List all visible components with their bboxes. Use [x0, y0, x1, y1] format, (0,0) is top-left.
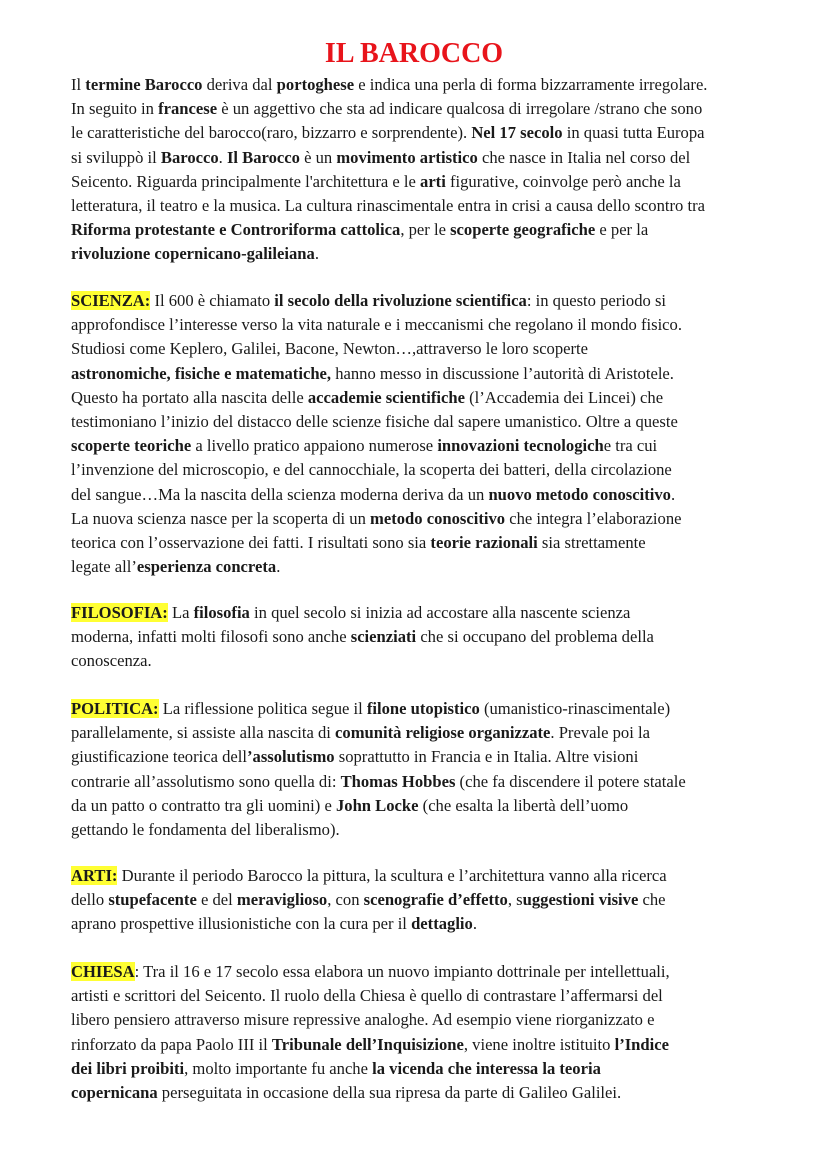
chiesa-line	[71, 1008, 771, 1032]
text-run: che	[638, 890, 666, 910]
text-run: .	[218, 147, 227, 167]
text-run: del sangue…Ma la nascita della scienza moderna deriva da un	[71, 484, 489, 504]
scienza-line	[71, 507, 771, 531]
chiesa-paragraph	[71, 960, 771, 1105]
text-run: .	[314, 244, 319, 264]
text-run: e indica una perla di forma bizzarramente irregolare.	[354, 75, 708, 94]
politica-line	[71, 697, 771, 721]
text-run: approfondisce l’interesse verso la vita naturale e i meccanismi che regolano il mondo fisico.	[71, 315, 682, 335]
bold-text: filosofia	[193, 603, 250, 622]
filosofia-line	[71, 601, 771, 625]
text-run: legate all’	[71, 557, 137, 577]
scienza-line	[71, 337, 771, 361]
bold-text: meraviglioso	[236, 890, 328, 910]
text-run: testimoniano l’inizio del distacco delle scienze fisiche dal sapere umanistico. Oltre a queste	[71, 412, 678, 432]
text-run: le caratteristiche del barocco(raro, bizzarro e sorprendente).	[71, 123, 472, 143]
intro-line	[71, 170, 771, 194]
bold-text: stupefacente	[108, 890, 197, 910]
text-run: Il 600 è chiamato	[150, 291, 275, 310]
politica-line	[71, 818, 771, 842]
text-run: a livello pratico appaiono numerose	[191, 436, 438, 456]
bold-text: ’assolutismo	[247, 747, 335, 767]
intro-line	[71, 121, 771, 145]
text-run: contrarie all’assolutismo sono quella di:	[71, 771, 341, 791]
intro-line	[71, 146, 771, 170]
bold-text: termine Barocco	[85, 75, 203, 94]
bold-text: arti	[420, 171, 446, 191]
text-run: parallelamente, si assiste alla nascita di	[71, 723, 336, 743]
text-run: Studiosi come Keplero, Galilei, Bacone, Newton…,attraverso le loro scoperte	[71, 339, 589, 359]
bold-text: rivoluzione copernicano-galileiana	[71, 244, 315, 264]
text-run: e tra cui	[603, 436, 658, 456]
bold-text: la vicenda che interessa la teoria	[372, 1058, 601, 1078]
bold-text: scoperte teoriche	[71, 436, 192, 456]
scienza-line	[71, 362, 771, 386]
filosofia-line	[71, 625, 771, 649]
section-heading: CHIESA	[71, 962, 135, 981]
text-run: aprano prospettive illusionistiche con la cura per il	[71, 914, 412, 934]
text-run: moderna, infatti molti filosofi sono anche	[71, 627, 351, 647]
text-run: teorica con l’osservazione dei fatti. I risultati sono sia	[71, 533, 431, 553]
text-run: Questo ha portato alla nascita delle	[71, 387, 308, 407]
intro-line	[71, 97, 771, 121]
text-run: e per la	[595, 220, 649, 240]
chiesa-line	[71, 984, 771, 1008]
text-run: , s	[507, 890, 523, 910]
bold-text: nuovo metodo conoscitivo	[488, 484, 671, 504]
text-run: libero pensiero attraverso misure repressive analoghe. Ad esempio viene riorganizzato e	[71, 1010, 655, 1030]
bold-text: portoghese	[276, 75, 355, 94]
chiesa-line	[71, 1057, 771, 1081]
text-run: e del	[196, 890, 237, 910]
text-run: che nasce in Italia nel corso del	[477, 147, 691, 167]
chiesa-line	[71, 1081, 771, 1105]
bold-text: Nel 17 secolo	[471, 123, 563, 143]
text-run: , viene inoltre istituito	[463, 1034, 615, 1054]
text-run: che integra l’elaborazione	[505, 508, 682, 528]
text-run: Durante il periodo Barocco la pittura, la scultura e l’architettura vanno alla ricerca	[117, 866, 667, 885]
politica-line	[71, 721, 771, 745]
text-run: in quasi tutta Europa	[562, 123, 705, 143]
intro-line	[71, 194, 771, 218]
text-run: letteratura, il teatro e la musica. La cultura rinascimentale entra in crisi a causa dello scontro tra	[71, 196, 705, 216]
text-run: perseguitata in occasione della sua ripresa da parte di Galileo Galilei.	[157, 1083, 622, 1103]
politica-line	[71, 745, 771, 769]
text-run: .	[276, 557, 281, 577]
bold-text: John Locke	[335, 795, 419, 815]
bold-text: Il Barocco	[226, 147, 300, 167]
arti-paragraph	[71, 864, 771, 937]
bold-text: Riforma protestante e Controriforma cattolica	[71, 220, 401, 240]
text-run: soprattutto in Francia e in Italia. Altre visioni	[334, 747, 639, 767]
text-run: In seguito in	[71, 99, 159, 119]
text-run: che si occupano del problema della	[416, 627, 654, 647]
section-heading: ARTI:	[71, 866, 118, 885]
text-run: : Tra il 16 e 17 secolo essa elabora un nuovo impianto dottrinale per intellettuali,	[134, 962, 670, 981]
text-run: conoscenza.	[71, 651, 152, 671]
text-run: sia strettamente	[537, 533, 646, 553]
intro-line	[71, 73, 771, 97]
chiesa-line	[71, 1033, 771, 1057]
text-run: La riflessione politica segue il	[158, 699, 367, 718]
text-run: figurative, coinvolge però anche la	[445, 171, 681, 191]
text-run: rinforzato da papa Paolo III il	[71, 1034, 272, 1054]
scienza-line	[71, 555, 771, 579]
bold-text: l’Indice	[614, 1034, 669, 1054]
text-run: : in questo periodo si	[526, 291, 667, 310]
scienza-line	[71, 458, 771, 482]
text-run: in quel secolo si inizia ad accostare alla nascente scienza	[249, 603, 631, 622]
text-run: giustificazione teorica dell	[71, 747, 248, 767]
bold-text: teorie razionali	[430, 533, 538, 553]
intro-line	[71, 218, 771, 242]
scienza-line	[71, 434, 771, 458]
scienza-line	[71, 313, 771, 337]
text-run: , per le	[400, 220, 451, 240]
scienza-line	[71, 386, 771, 410]
text-run: gettando le fondamenta del liberalismo).	[71, 820, 340, 840]
bold-text: scoperte geografiche	[450, 220, 596, 240]
bold-text: scenografie d’effetto	[363, 890, 508, 910]
bold-text: scienziati	[350, 627, 417, 647]
text-run: La nuova scienza nasce per la scoperta di un	[71, 508, 371, 528]
bold-text: copernicana	[71, 1083, 158, 1103]
bold-text: esperienza concreta	[136, 557, 277, 577]
text-run: è un	[299, 147, 337, 167]
page-title: IL BAROCCO	[324, 38, 504, 69]
text-run: si sviluppò il	[71, 147, 161, 167]
bold-text: movimento artistico	[336, 147, 478, 167]
intro-line	[71, 242, 771, 266]
arti-line	[71, 888, 771, 912]
text-run: da un patto o contratto tra gli uomini) e	[71, 795, 336, 815]
bold-text: dei libri proibiti	[71, 1058, 185, 1078]
text-run: Seicento. Riguarda principalmente l'architettura e le	[71, 171, 421, 191]
text-run: (che fa discendere il potere statale	[455, 771, 686, 791]
text-run: (l’Accademia dei Lincei) che	[464, 387, 664, 407]
bold-text: dettaglio	[411, 914, 473, 934]
bold-text: francese	[158, 99, 218, 119]
section-heading: SCIENZA:	[71, 291, 151, 310]
text-run: , molto importante fu anche	[184, 1058, 373, 1078]
text-run: è un aggettivo che sta ad indicare qualcosa di irregolare /strano che sono	[217, 99, 703, 119]
scienza-line	[71, 483, 771, 507]
section-heading: FILOSOFIA:	[71, 603, 168, 622]
politica-line	[71, 770, 771, 794]
bold-text: comunità religiose organizzate	[335, 723, 551, 743]
text-run: .	[472, 914, 477, 934]
filosofia-paragraph	[71, 601, 771, 674]
text-run: La	[167, 603, 194, 622]
scienza-line	[71, 410, 771, 434]
bold-text: accademie scientifiche	[307, 387, 465, 407]
bold-text: Tribunale dell’Inquisizione	[271, 1034, 464, 1054]
arti-line	[71, 864, 771, 888]
bold-text: Barocco	[160, 147, 219, 167]
text-run: .	[670, 484, 676, 504]
bold-text: innovazioni tecnologich	[437, 436, 604, 456]
chiesa-line	[71, 960, 771, 984]
scienza-line	[71, 289, 771, 313]
bold-text: Thomas Hobbes	[340, 771, 456, 791]
filosofia-line	[71, 649, 771, 673]
bold-text: astronomiche, fisiche e matematiche,	[71, 363, 332, 383]
bold-text: il secolo della rivoluzione scientifica	[274, 291, 527, 310]
text-run: (che esalta la libertà dell’uomo	[418, 795, 629, 815]
intro-paragraph	[71, 73, 771, 267]
text-run: dello	[71, 890, 109, 910]
politica-line	[71, 794, 771, 818]
bold-text: metodo conoscitivo	[370, 508, 506, 528]
section-heading: POLITICA:	[71, 699, 159, 718]
arti-line	[71, 912, 771, 936]
text-run: artisti e scrittori del Seicento. Il ruolo della Chiesa è quello di contrastare l’affermarsi del	[71, 986, 663, 1006]
bold-text: filone utopistico	[366, 699, 480, 718]
text-run: hanno messo in discussione l’autorità di Aristotele.	[331, 363, 674, 383]
bold-text: uggestioni visive	[522, 890, 639, 910]
text-run: Il	[71, 75, 86, 94]
text-run: deriva dal	[202, 75, 277, 94]
scienza-line	[71, 531, 771, 555]
scienza-paragraph	[71, 289, 771, 579]
text-run: (umanistico-rinascimentale)	[479, 699, 671, 718]
politica-paragraph	[71, 697, 771, 842]
text-run: . Prevale poi la	[550, 723, 650, 743]
text-run: l’invenzione del microscopio, e del cannocchiale, la scoperta dei batteri, della circolazione	[71, 460, 672, 480]
text-run: , con	[327, 890, 364, 910]
